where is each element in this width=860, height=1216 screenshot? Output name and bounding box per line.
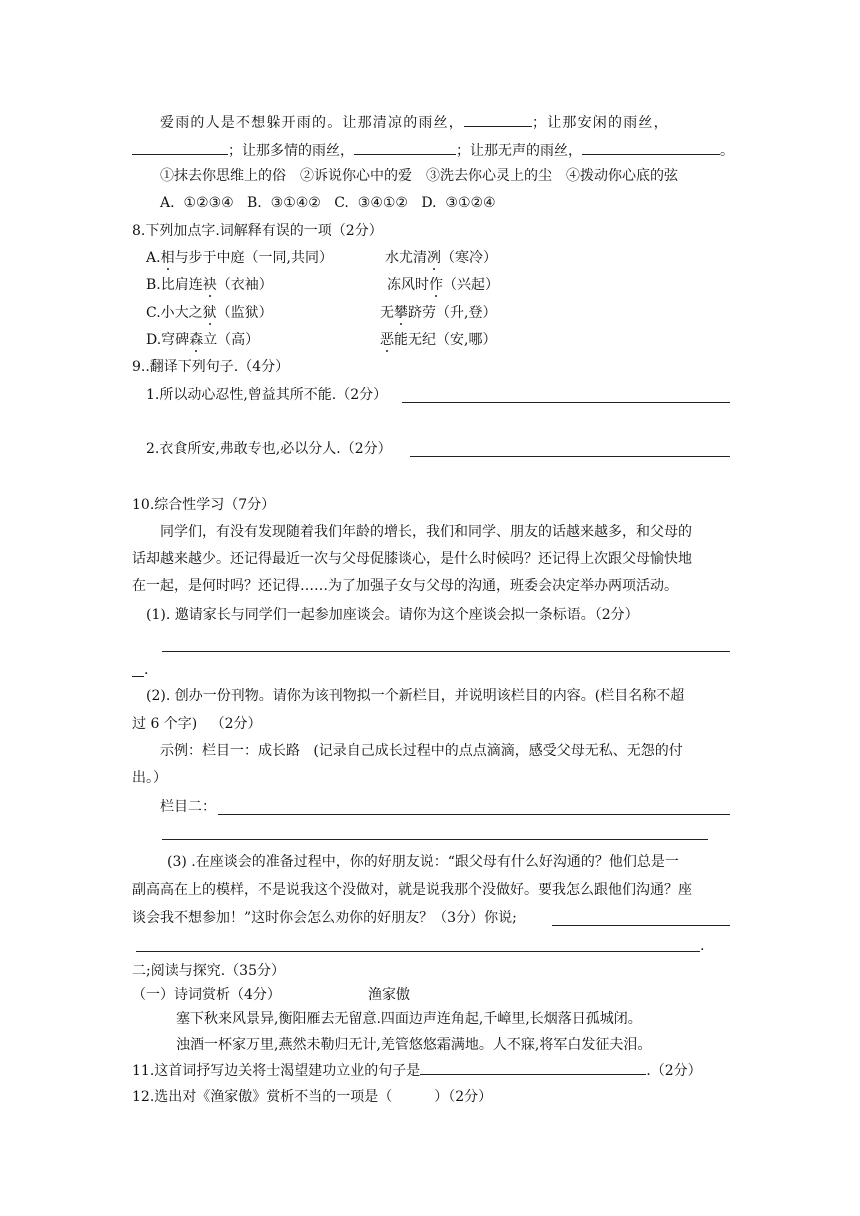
q10-para-line-1: 同学们，有没有发现随着我们年龄的增长，我们和同学、朋友的话越来越多，和父母的 [160, 524, 692, 540]
q11: 11.这首词抒写边关将士渴望建功立业的句子是 .（2分） [132, 1060, 702, 1080]
q10-column-two-label: 栏目二： [160, 799, 216, 815]
q10-sub2-line-2: 过 6 个字) （2分） [132, 716, 262, 732]
part2-title: 二;阅读与探究.（35分） [132, 963, 285, 979]
q9-title: 9..翻译下列句子.（4分） [132, 359, 290, 375]
q9-answer-line-1[interactable] [402, 402, 730, 403]
q8-row-c-left[interactable]: C.小大之狱（监狱） [146, 305, 273, 321]
dotted-char: 作 [429, 277, 443, 293]
q7-blank-1[interactable] [464, 112, 532, 127]
q10-example-line-2: 出。） [132, 770, 167, 786]
part2-section-1: （一）诗词赏析（4分） [132, 987, 281, 1003]
q10-para-line-3: 在一起，是何时吗？还记得……为了加强子女与父母的沟通，班委会决定举办两项活动。 [132, 578, 678, 594]
q11-answer-blank[interactable] [420, 1060, 646, 1075]
q10-sub2-line-1: (2). 创办一份刊物。请你为该刊物拟一个新栏目，并说明该栏目的内容。(栏目名称不超 [146, 688, 685, 704]
q7-blank-4[interactable] [582, 140, 720, 155]
q10-sub1-answer-line-2[interactable] [132, 676, 144, 677]
q8-row-a-right: 水尤清冽（寒冷） [385, 250, 497, 266]
q10-column-two-line-1[interactable] [218, 814, 730, 815]
q10-example-line-1: 示例：栏目一：成长路 (记录自己成长过程中的点点滴滴，感受父母无私、无怨的付 [160, 743, 683, 759]
q8-row-b-right: 冻风时作（兴起） [387, 277, 499, 293]
q7-blank-2[interactable] [132, 140, 228, 155]
q8-row-b-left[interactable]: B.比肩连袂（衣袖） [146, 277, 273, 293]
q9-answer-line-2[interactable] [410, 456, 730, 457]
q10-sub1-answer-line-1[interactable] [162, 651, 730, 652]
q7-line1: 爱雨的人是不想躲开雨的。让那清凉的雨丝， ；让那安闲的雨丝， [160, 112, 669, 132]
q10-sub3-answer-line-2[interactable] [136, 951, 700, 952]
dotted-char: 相 [160, 250, 175, 266]
q8-row-a-left[interactable]: A.相与步于中庭（一同,共同） [146, 250, 334, 266]
q7-choices[interactable]: A. ①②③④ B. ③①④② C. ③④①② D. ③①②④ [160, 195, 496, 211]
q10-para-line-2: 话却越来越少。还记得最近一次与父母促膝谈心，是什么时候吗？还记得上次跟父母愉快地 [132, 551, 692, 567]
dotted-char: 冽 [427, 250, 441, 266]
q7-line2: ；让那多情的雨丝， ；让那无声的雨丝， 。 [132, 140, 734, 160]
dotted-char: 袂 [202, 277, 217, 293]
q8-row-d-left[interactable]: D.穹碑森立（高） [146, 332, 260, 348]
poem-line-1: 塞下秋来风景异,衡阳雁去无留意.四面边声连角起,千嶂里,长烟落日孤城闭。 [176, 1011, 642, 1027]
q10-column-two-line-2[interactable] [162, 839, 708, 840]
dotted-char: 森 [189, 332, 204, 348]
q10-sub1-end: . [144, 662, 149, 678]
q10-sub3-end: . [700, 938, 705, 954]
q10-sub3-line-3: 谈会我不想参加！”这时你会怎么劝你的好朋友？（3分）你说; [132, 910, 517, 926]
q8-row-d-right: 恶能无纪（安,哪） [380, 332, 497, 348]
q12: 12.选出对《渔家傲》赏析不当的一项是（ ）（2分） [132, 1089, 493, 1105]
dotted-char: 攀 [394, 305, 408, 321]
q8-row-c-right: 无攀跻劳（升,登） [380, 305, 497, 321]
poem-line-2: 浊酒一杯家万里,燕然未勒归无计,羌管悠悠霜满地。人不寐,将军白发征夫泪。 [176, 1037, 652, 1053]
q10-sub3-line-1: (3) .在座谈会的准备过程中，你的好朋友说：“跟父母有什么好沟通的？他们总是一 [167, 854, 679, 870]
dotted-char: 狱 [202, 305, 217, 321]
q8-title: 8.下列加点字.词解释有误的一项（2分） [132, 223, 383, 239]
poem-title: 渔家傲 [368, 987, 410, 1003]
q10-title: 10.综合性学习（7分） [132, 497, 276, 513]
q10-sub3-line-2: 副高高在上的模样，不是说我这个没做对，就是说我那个没做好。要我怎么跟他们沟通？座 [132, 882, 692, 898]
q7-blank-3[interactable] [354, 140, 456, 155]
q10-sub1: (1). 邀请家长与同学们一起参加座谈会。请你为这个座谈会拟一条标语。（2分） [146, 607, 639, 623]
q9-sentence-2: 2.衣食所安,弗敢专也,必以分人.（2分） [146, 441, 392, 457]
q10-sub3-answer-line-1[interactable] [552, 925, 730, 926]
dotted-char: 恶 [380, 332, 394, 348]
q7-options: ①抹去你思维上的俗 ②诉说你心中的爱 ③洗去你心灵上的尘 ④拨动你心底的弦 [160, 168, 678, 184]
q9-sentence-1: 1.所以动心忍性,曾益其所不能.（2分） [146, 387, 388, 403]
